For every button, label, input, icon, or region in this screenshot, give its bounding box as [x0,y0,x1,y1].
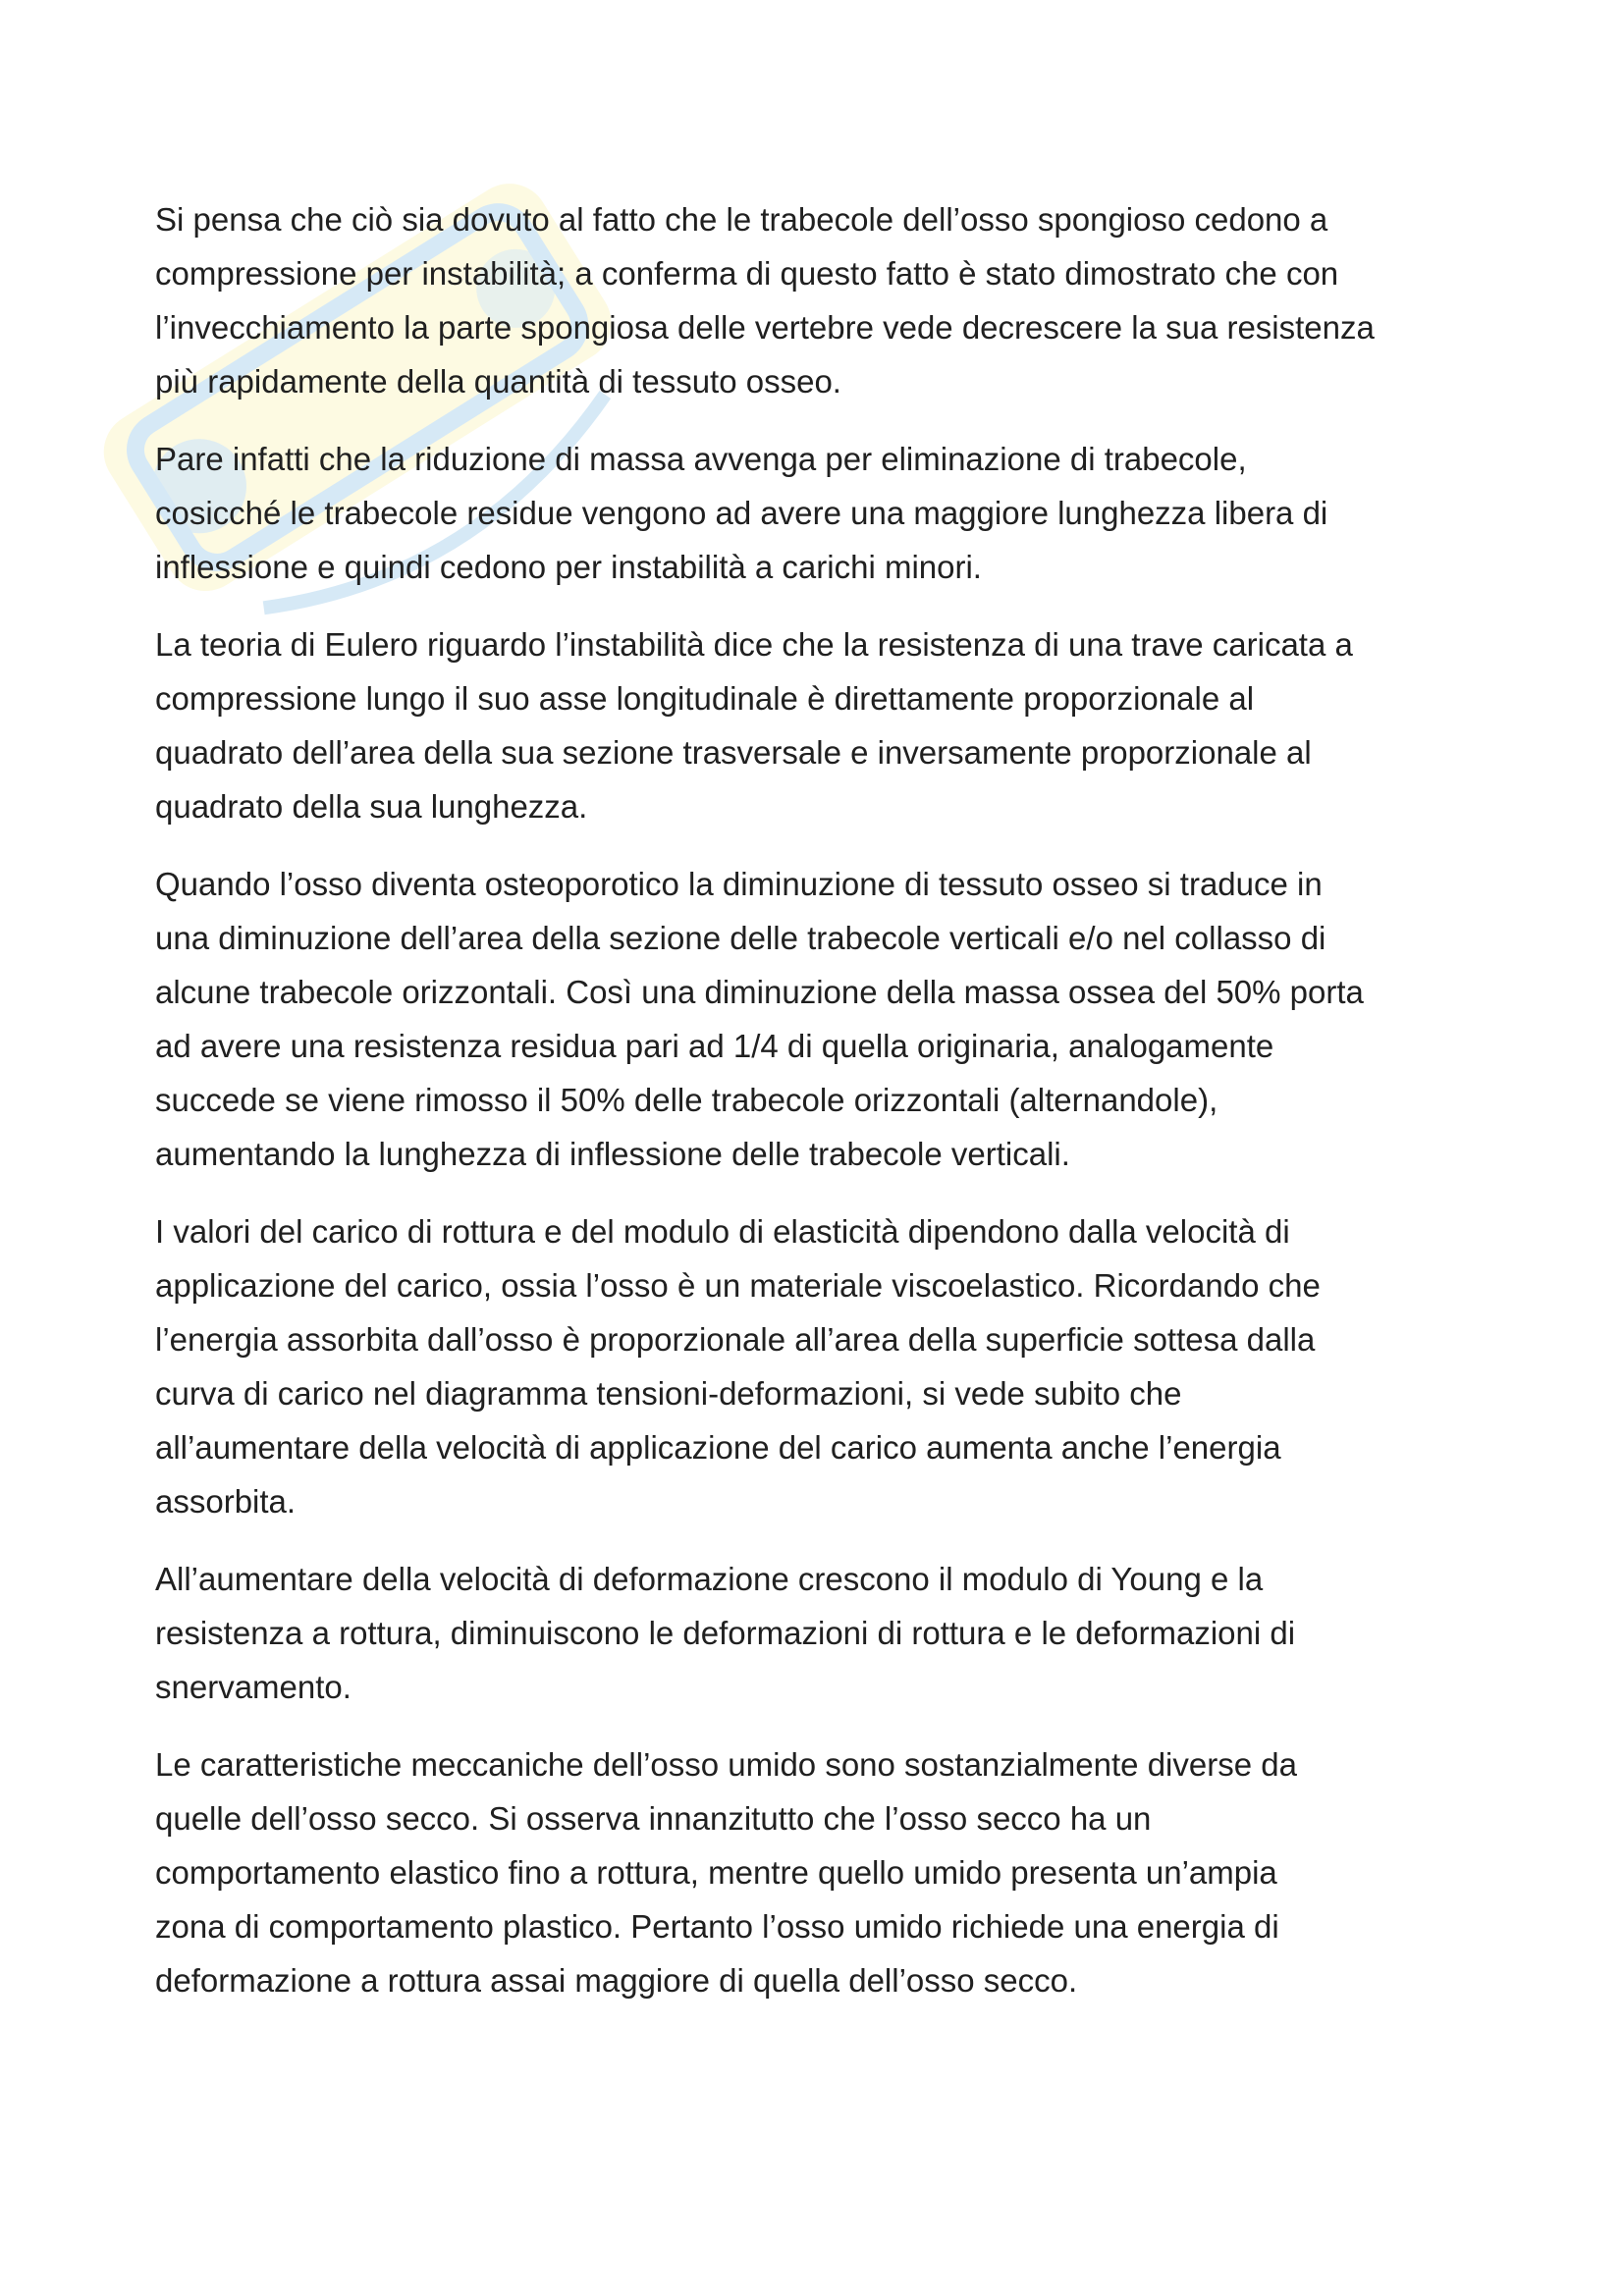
paragraph-line: quadrato della sua lunghezza. [155,788,588,825]
paragraph-line: comportamento elastico fino a rottura, mentre quello umido presenta un’ampia [155,1854,1277,1891]
paragraph-line: All’aumentare della velocità di deformazione crescono il modulo di Young e la [155,1561,1264,1597]
paragraph-line: ad avere una resistenza residua pari ad 1/4 di quella originaria, analogamente [155,1028,1274,1064]
paragraph-line: quelle dell’osso secco. Si osserva innanzitutto che l’osso secco ha un [155,1800,1152,1837]
paragraph-line: quadrato dell’area della sua sezione trasversale e inversamente proporzionale al [155,734,1312,771]
paragraph-line: applicazione del carico, ossia l’osso è un materiale viscoelastico. Ricordando che [155,1267,1321,1304]
paragraph-line: cosicché le trabecole residue vengono ad avere una maggiore lunghezza libera di [155,495,1328,531]
paragraph-6 [155,1552,1490,1714]
paragraph-line: resistenza a rottura, diminuiscono le deformazioni di rottura e le deformazioni di [155,1615,1296,1651]
paragraph-line: deformazione a rottura assai maggiore di quella dell’osso secco. [155,1962,1078,1999]
paragraph-line: più rapidamente della quantità di tessuto osseo. [155,363,841,400]
paragraph-line: l’energia assorbita dall’osso è proporzionale all’area della superficie sottesa dalla [155,1321,1316,1358]
paragraph-line: assorbita. [155,1483,297,1520]
paragraph-5 [155,1204,1490,1528]
paragraph-line: Quando l’osso diventa osteoporotico la diminuzione di tessuto osseo si traduce in [155,866,1323,902]
paragraph-line: curva di carico nel diagramma tensioni-deformazioni, si vede subito che [155,1375,1182,1412]
paragraph-line: succede se viene rimosso il 50% delle trabecole orizzontali (alternandole), [155,1082,1218,1118]
paragraph-line: aumentando la lunghezza di inflessione delle trabecole verticali. [155,1136,1070,1172]
paragraph-line: I valori del carico di rottura e del modulo di elasticità dipendono dalla velocità di [155,1213,1290,1250]
document-body [155,192,1490,2031]
paragraph-line: Le caratteristiche meccaniche dell’osso umido sono sostanzialmente diverse da [155,1746,1297,1783]
paragraph-line: Pare infatti che la riduzione di massa avvenga per eliminazione di trabecole, [155,441,1247,477]
paragraph-line: inflessione e quindi cedono per instabilità a carichi minori. [155,549,982,585]
paragraph-line: all’aumentare della velocità di applicazione del carico aumenta anche l’energia [155,1429,1281,1466]
paragraph-2 [155,432,1490,594]
paragraph-line: alcune trabecole orizzontali. Così una diminuzione della massa ossea del 50% porta [155,974,1364,1010]
paragraph-4 [155,857,1490,1181]
paragraph-line: snervamento. [155,1669,352,1705]
paragraph-7 [155,1737,1490,2007]
paragraph-line: La teoria di Eulero riguardo l’instabilità dice che la resistenza di una trave caricata a [155,626,1353,663]
paragraph-line: l’invecchiamento la parte spongiosa delle vertebre vede decrescere la sua resistenza [155,309,1375,346]
paragraph-3 [155,617,1490,833]
paragraph-line: compressione per instabilità; a conferma di questo fatto è stato dimostrato che con [155,255,1339,292]
paragraph-line: una diminuzione dell’area della sezione delle trabecole verticali e/o nel collasso di [155,920,1326,956]
paragraph-line: Si pensa che ciò sia dovuto al fatto che le trabecole dell’osso spongioso cedono a [155,201,1328,238]
paragraph-line: compressione lungo il suo asse longitudinale è direttamente proporzionale al [155,680,1255,717]
paragraph-1 [155,192,1490,408]
paragraph-line: zona di comportamento plastico. Pertanto l’osso umido richiede una energia di [155,1908,1279,1945]
